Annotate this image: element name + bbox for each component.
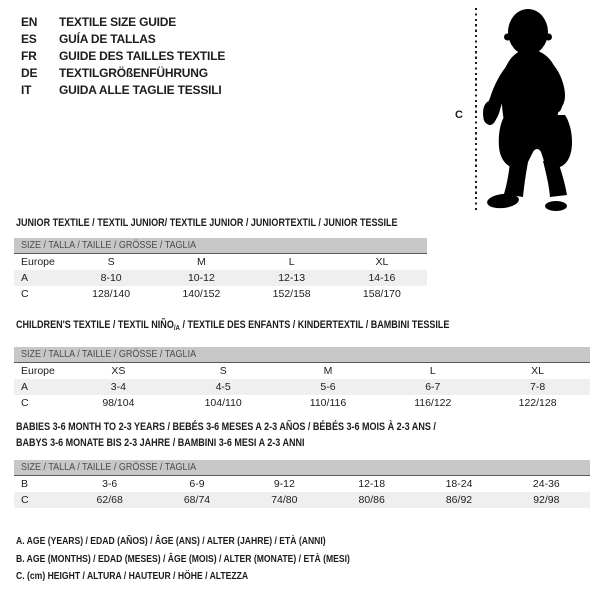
cell: 62/68 — [96, 494, 123, 506]
language-row — [21, 48, 225, 65]
cell: XS — [111, 365, 126, 377]
cell: XL — [375, 256, 389, 268]
section-title-text — [16, 319, 449, 334]
height-measure-line — [475, 8, 477, 212]
row-label: A — [21, 381, 29, 393]
legend-notes — [16, 533, 423, 586]
size-header-bar — [14, 238, 427, 254]
table-row — [14, 476, 590, 492]
cell: 128/140 — [92, 288, 131, 300]
title-suffix: / TEXTILE DES ENFANTS / KINDERTEXTIL / BAMBINI TESSILE — [179, 319, 450, 331]
cell: 104/110 — [204, 397, 242, 409]
table-row — [14, 270, 427, 286]
table-row — [14, 395, 590, 411]
row-label: A — [21, 272, 29, 284]
row-label: B — [21, 478, 29, 490]
size-header-bar — [14, 460, 590, 476]
cell: 12-18 — [358, 478, 386, 490]
cell: 3-4 — [110, 381, 126, 393]
note-line-c — [16, 568, 423, 586]
children-size-table — [14, 347, 590, 411]
cell: 92/98 — [533, 494, 560, 506]
cell: 6-7 — [425, 381, 441, 393]
title-prefix: CHILDREN'S TEXTILE / TEXTIL NIÑO — [16, 319, 174, 331]
cell: 4-5 — [215, 381, 231, 393]
section-title — [16, 420, 590, 451]
cell: 3-6 — [102, 478, 118, 490]
cell: 10-12 — [187, 272, 215, 284]
row-label: Europe — [21, 365, 55, 377]
cell: L — [288, 256, 295, 268]
row-label: Europe — [21, 256, 55, 268]
cell: 12-13 — [278, 272, 306, 284]
language-row — [21, 65, 225, 82]
table-row — [14, 379, 590, 395]
junior-size-table — [14, 238, 427, 302]
cell: S — [219, 365, 227, 377]
row-label: C — [21, 494, 29, 506]
row-label: C — [21, 288, 29, 300]
language-label: TEXTILGRÖßENFÜHRUNG — [59, 66, 208, 80]
cell: 68/74 — [183, 494, 211, 506]
language-row — [21, 31, 225, 48]
baby-silhouette-icon — [483, 3, 599, 211]
table-row — [14, 286, 427, 302]
language-label: TEXTILE SIZE GUIDE — [59, 15, 177, 29]
language-code: FR — [21, 49, 37, 63]
size-header-text: SIZE / TALLA / TAILLE / GRÖSSE / TAGLIA — [21, 462, 197, 473]
cell: 158/170 — [362, 288, 401, 300]
table-row — [14, 363, 590, 379]
cell: 24-36 — [532, 478, 560, 490]
language-code: DE — [21, 66, 38, 80]
measure-label-c: C — [455, 109, 463, 121]
note-line-a — [16, 533, 423, 551]
language-code: ES — [21, 32, 37, 46]
cell: 8-10 — [100, 272, 122, 284]
table-row — [14, 492, 590, 508]
section-babies-textile — [14, 420, 590, 508]
cell: 140/152 — [182, 288, 221, 300]
cell: 152/158 — [272, 288, 311, 300]
size-header-text: SIZE / TALLA / TAILLE / GRÖSSE / TAGLIA — [21, 240, 197, 251]
cell: 18-24 — [445, 478, 473, 490]
cell: 14-16 — [368, 272, 396, 284]
table-row — [14, 254, 427, 270]
size-header-bar — [14, 347, 590, 363]
section-junior-textile — [14, 217, 427, 302]
cell: 122/128 — [518, 397, 557, 409]
note-line-b — [16, 551, 423, 569]
cell: 6-9 — [189, 478, 205, 490]
cell: L — [429, 365, 436, 377]
cell: S — [107, 256, 115, 268]
note-text-a: A. AGE (YEARS) / EDAD (AÑOS) / ÂGE (ANS) / ALTER (JAHRE) / ETÀ (ANNI) — [16, 535, 326, 547]
cell: 86/92 — [445, 494, 473, 506]
section-children-textile — [14, 319, 590, 411]
cell: 5-6 — [320, 381, 336, 393]
cell: 116/122 — [414, 397, 452, 409]
title-subscript: /A — [173, 323, 180, 332]
section-title — [16, 217, 427, 230]
cell: M — [197, 256, 206, 268]
section-title-line1: BABIES 3-6 MONTH TO 2-3 YEARS / BEBÉS 3-6 MESES A 2-3 AÑOS / BÉBÉS 3-6 MOIS À 2-3 ANS / — [16, 421, 436, 433]
language-row — [21, 14, 225, 31]
cell: 7-8 — [530, 381, 546, 393]
language-label: GUIDA ALLE TAGLIE TESSILI — [59, 83, 222, 97]
cell: M — [323, 365, 333, 377]
language-label: GUÍA DE TALLAS — [59, 32, 156, 46]
cell: 80/86 — [358, 494, 385, 506]
cell: 110/116 — [309, 397, 347, 409]
size-header-text: SIZE / TALLA / TAILLE / GRÖSSE / TAGLIA — [21, 349, 197, 360]
cell: 9-12 — [273, 478, 295, 490]
babies-size-table — [14, 460, 590, 508]
row-label: C — [21, 397, 29, 409]
cell: 98/104 — [102, 397, 135, 409]
section-title-line2: BABYS 3-6 MONATE BIS 2-3 JAHRE / BAMBINI 3-6 MESI A 2-3 ANNI — [16, 436, 305, 449]
language-row — [21, 82, 225, 99]
note-text-b: B. AGE (MONTHS) / EDAD (MESES) / ÂGE (MOIS) / ALTER (MONATE) / ETÀ (MESI) — [16, 552, 350, 565]
cell: XL — [531, 365, 545, 377]
language-code: IT — [21, 83, 32, 97]
language-code: EN — [21, 15, 38, 29]
note-text-c: C. (cm) HEIGHT / ALTURA / HAUTEUR / HÖHE / ALTEZZA — [16, 570, 249, 582]
language-label: GUIDE DES TAILLES TEXTILE — [59, 49, 226, 63]
cell: 74/80 — [271, 494, 298, 506]
language-list — [21, 14, 225, 99]
section-title-text: JUNIOR TEXTILE / TEXTIL JUNIOR/ TEXTILE JUNIOR / JUNIORTEXTIL / JUNIOR TESSILE — [16, 217, 398, 229]
section-title — [16, 319, 590, 334]
